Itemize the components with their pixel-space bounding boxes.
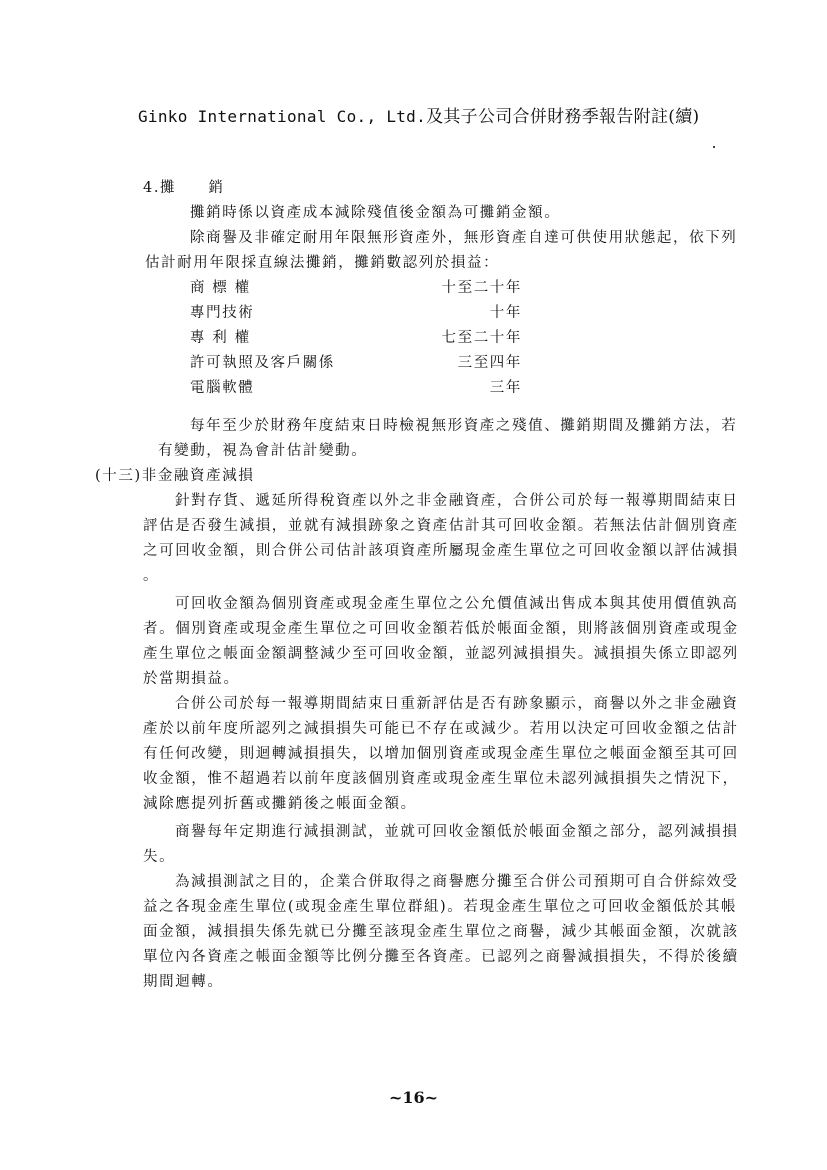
asset-name: 專 利 權 — [190, 330, 251, 346]
useful-life: 三年 — [489, 380, 522, 396]
section-13-paragraph-1-line-2: 評估是否發生減損，並就有減損跡象之資產估計其可回收金額。若無法估計個別資產 — [143, 518, 739, 534]
section-13-paragraph-1-line-1: 針對存貨、遞延所得稅資產以外之非金融資產，合併公司於每一報導期間結束日 — [175, 493, 739, 509]
amortization-row — [190, 301, 522, 323]
section-13-paragraph-2-line-1: 可回收金額為個別資產或現金產生單位之公允價值減出售成本與其使用價值孰高 — [175, 596, 739, 612]
section-13-paragraph-5-line-1: 為減損測試之目的，企業合併取得之商譽應分攤至合併公司預期可自合併綜效受 — [175, 874, 739, 890]
section-13-paragraph-5-line-2: 益之各現金產生單位(或現金產生單位群組)。若現金產生單位之可回收金額低於其帳 — [143, 899, 738, 915]
amortization-row — [190, 376, 522, 398]
amortization-row — [190, 276, 522, 298]
asset-name: 專門技術 — [190, 305, 255, 321]
header-report-title: 及其子公司合併財務季報告附註(續) — [426, 107, 700, 127]
section-13-paragraph-2-line-3: 產生單位之帳面金額調整減少至可回收金額，並認列減損損失。減損損失係立即認列 — [143, 646, 739, 662]
section-13-paragraph-1-line-4: 。 — [143, 568, 160, 584]
section-13-paragraph-2-line-4: 於當期損益。 — [143, 671, 240, 687]
section-13-paragraph-5-line-4: 單位內各資產之帳面金額等比例分攤至各資產。已認列之商譽減損損失，不得於後續 — [143, 949, 739, 965]
section-13-paragraph-2-line-2: 者。個別資產或現金產生單位之可回收金額若低於帳面金額，則將該個別資產或現金 — [143, 621, 739, 637]
page-number: ~16~ — [388, 1088, 439, 1107]
section-13-paragraph-1-line-3: 之可回收金額，則合併公司估計該項資產所屬現金產生單位之可回收金額以評估減損 — [143, 543, 739, 559]
scan-speck — [713, 146, 715, 148]
section-13-paragraph-5-line-5: 期間迴轉。 — [143, 974, 224, 990]
asset-name: 許可執照及客戶關係 — [190, 355, 335, 371]
section-13-heading: (十三)非金融資產減損 — [95, 468, 255, 484]
useful-life: 七至二十年 — [441, 330, 522, 346]
asset-name: 電腦軟體 — [190, 380, 255, 396]
page-header — [138, 102, 738, 127]
useful-life: 十年 — [489, 305, 522, 321]
section-13-paragraph-3-line-2: 產於以前年度所認列之減損損失可能已不存在或減少。若用以決定可回收金額之估計 — [143, 721, 739, 737]
section-13-paragraph-3-line-5: 減除應提列折舊或攤銷後之帳面金額。 — [143, 796, 417, 812]
section-13-paragraph-3-line-1: 合併公司於每一報導期間結束日重新評估是否有跡象顯示，商譽以外之非金融資 — [175, 696, 739, 712]
amortization-row — [190, 326, 522, 348]
section-4-paragraph-3-line-1: 每年至少於財務年度結束日時檢視無形資產之殘值、攤銷期間及攤銷方法，若 — [190, 418, 738, 434]
asset-name: 商 標 權 — [190, 280, 251, 296]
section-13-paragraph-3-line-3: 有任何改變，則迴轉減損損失，以增加個別資產或現金產生單位之帳面金額至其可回 — [143, 746, 739, 762]
section-13-paragraph-4-line-2: 失。 — [143, 849, 176, 865]
section-13-paragraph-3-line-4: 收金額，惟不超過若以前年度該個別資產或現金產生單位未認列減損損失之情況下， — [143, 771, 739, 787]
section-4-paragraph-2-line-2: 估計耐用年限採直線法攤銷，攤銷數認列於損益： — [145, 255, 500, 271]
amortization-row — [190, 351, 522, 373]
section-4-paragraph-3-line-2: 有變動，視為會計估計變動。 — [158, 443, 368, 459]
section-4-heading: 4.攤 銷 — [143, 180, 225, 196]
section-13-paragraph-4-line-1: 商譽每年定期進行減損測試，並就可回收金額低於帳面金額之部分，認列減損損 — [175, 824, 739, 840]
header-company-name: Ginko International Co., Ltd. — [138, 107, 427, 126]
section-13-paragraph-5-line-3: 面金額，減損損失係先就已分攤至該現金產生單位之商譽，減少其帳面金額，次就該 — [143, 924, 739, 940]
section-4-paragraph-1: 攤銷時係以資產成本減除殘值後金額為可攤銷金額。 — [190, 205, 561, 221]
useful-life: 三至四年 — [457, 355, 522, 371]
useful-life: 十至二十年 — [441, 280, 522, 296]
section-4-paragraph-2-line-1: 除商譽及非確定耐用年限無形資產外，無形資產自達可供使用狀態起，依下列 — [190, 230, 738, 246]
